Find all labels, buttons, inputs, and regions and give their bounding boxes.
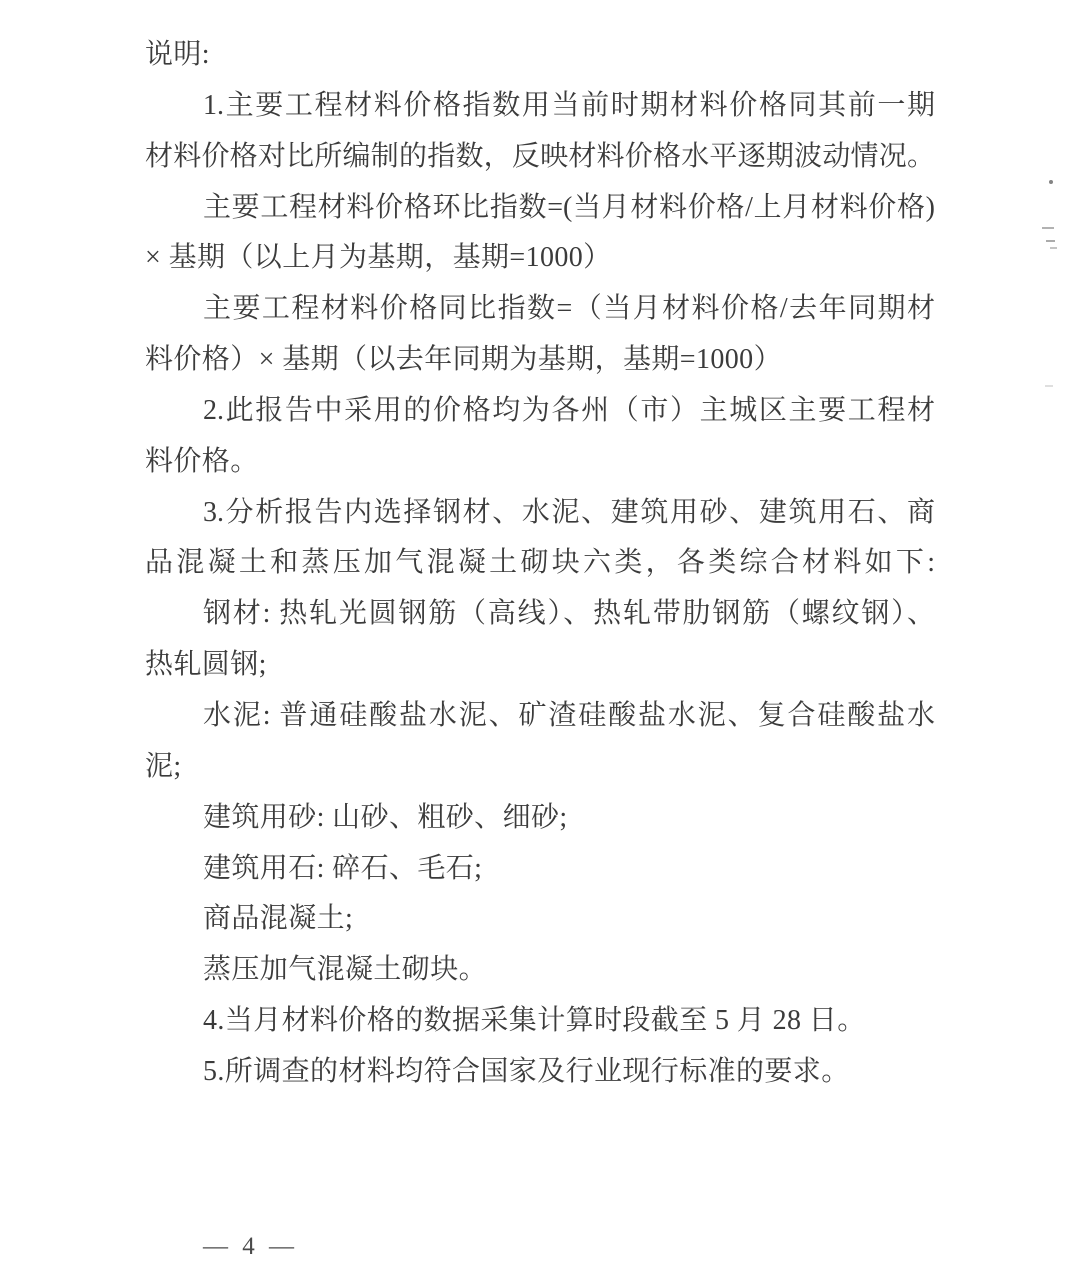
scan-artifact xyxy=(1042,227,1054,229)
text-line: 料价格。 xyxy=(145,445,259,477)
text-line: 4.当月材料价格的数据采集计算时段截至 5 月 28 日。 xyxy=(203,1005,866,1037)
text-line: 建筑用砂: 山砂、粗砂、细砂; xyxy=(203,801,568,833)
document-text-block xyxy=(145,30,935,1098)
scan-artifact xyxy=(1045,385,1053,387)
text-line: 热轧圆钢; xyxy=(145,649,267,681)
scan-artifact xyxy=(1050,247,1057,249)
text-line: 蒸压加气混凝土砌块。 xyxy=(203,954,488,986)
text-line: 主要工程材料价格环比指数=(当月材料价格/上月材料价格) xyxy=(203,191,935,223)
text-line: 水泥: 普通硅酸盐水泥、矿渣硅酸盐水泥、复合硅酸盐水 xyxy=(203,699,935,731)
text-line: 商品混凝土; xyxy=(203,903,354,935)
text-line: 3.分析报告内选择钢材、水泥、建筑用砂、建筑用石、商 xyxy=(203,496,935,528)
text-line: 2.此报告中采用的价格均为各州（市）主城区主要工程材 xyxy=(203,394,935,426)
text-line: 5.所调查的材料均符合国家及行业现行标准的要求。 xyxy=(203,1055,850,1087)
text-line: 钢材: 热轧光圆钢筋（高线）、热轧带肋钢筋（螺纹钢）、 xyxy=(203,598,935,630)
scan-artifact xyxy=(1046,240,1055,242)
text-line: 说明: xyxy=(145,39,210,70)
text-line: 泥; xyxy=(145,750,182,782)
text-line: 料价格）× 基期（以去年同期为基期，基期=1000） xyxy=(145,344,782,376)
text-line: 主要工程材料价格同比指数=（当月材料价格/去年同期材 xyxy=(203,293,935,325)
scan-artifact xyxy=(1049,180,1053,184)
text-line: × 基期（以上月为基期，基期=1000） xyxy=(145,242,612,274)
text-line: 材料价格对比所编制的指数，反映材料价格水平逐期波动情况。 xyxy=(145,140,935,172)
text-line: 品混凝土和蒸压加气混凝土砌块六类，各类综合材料如下: xyxy=(145,547,935,579)
text-line: 1.主要工程材料价格指数用当前时期材料价格同其前一期 xyxy=(203,89,935,121)
text-line: 建筑用石: 碎石、毛石; xyxy=(203,852,483,884)
page-number: — 4 — xyxy=(203,1233,298,1260)
